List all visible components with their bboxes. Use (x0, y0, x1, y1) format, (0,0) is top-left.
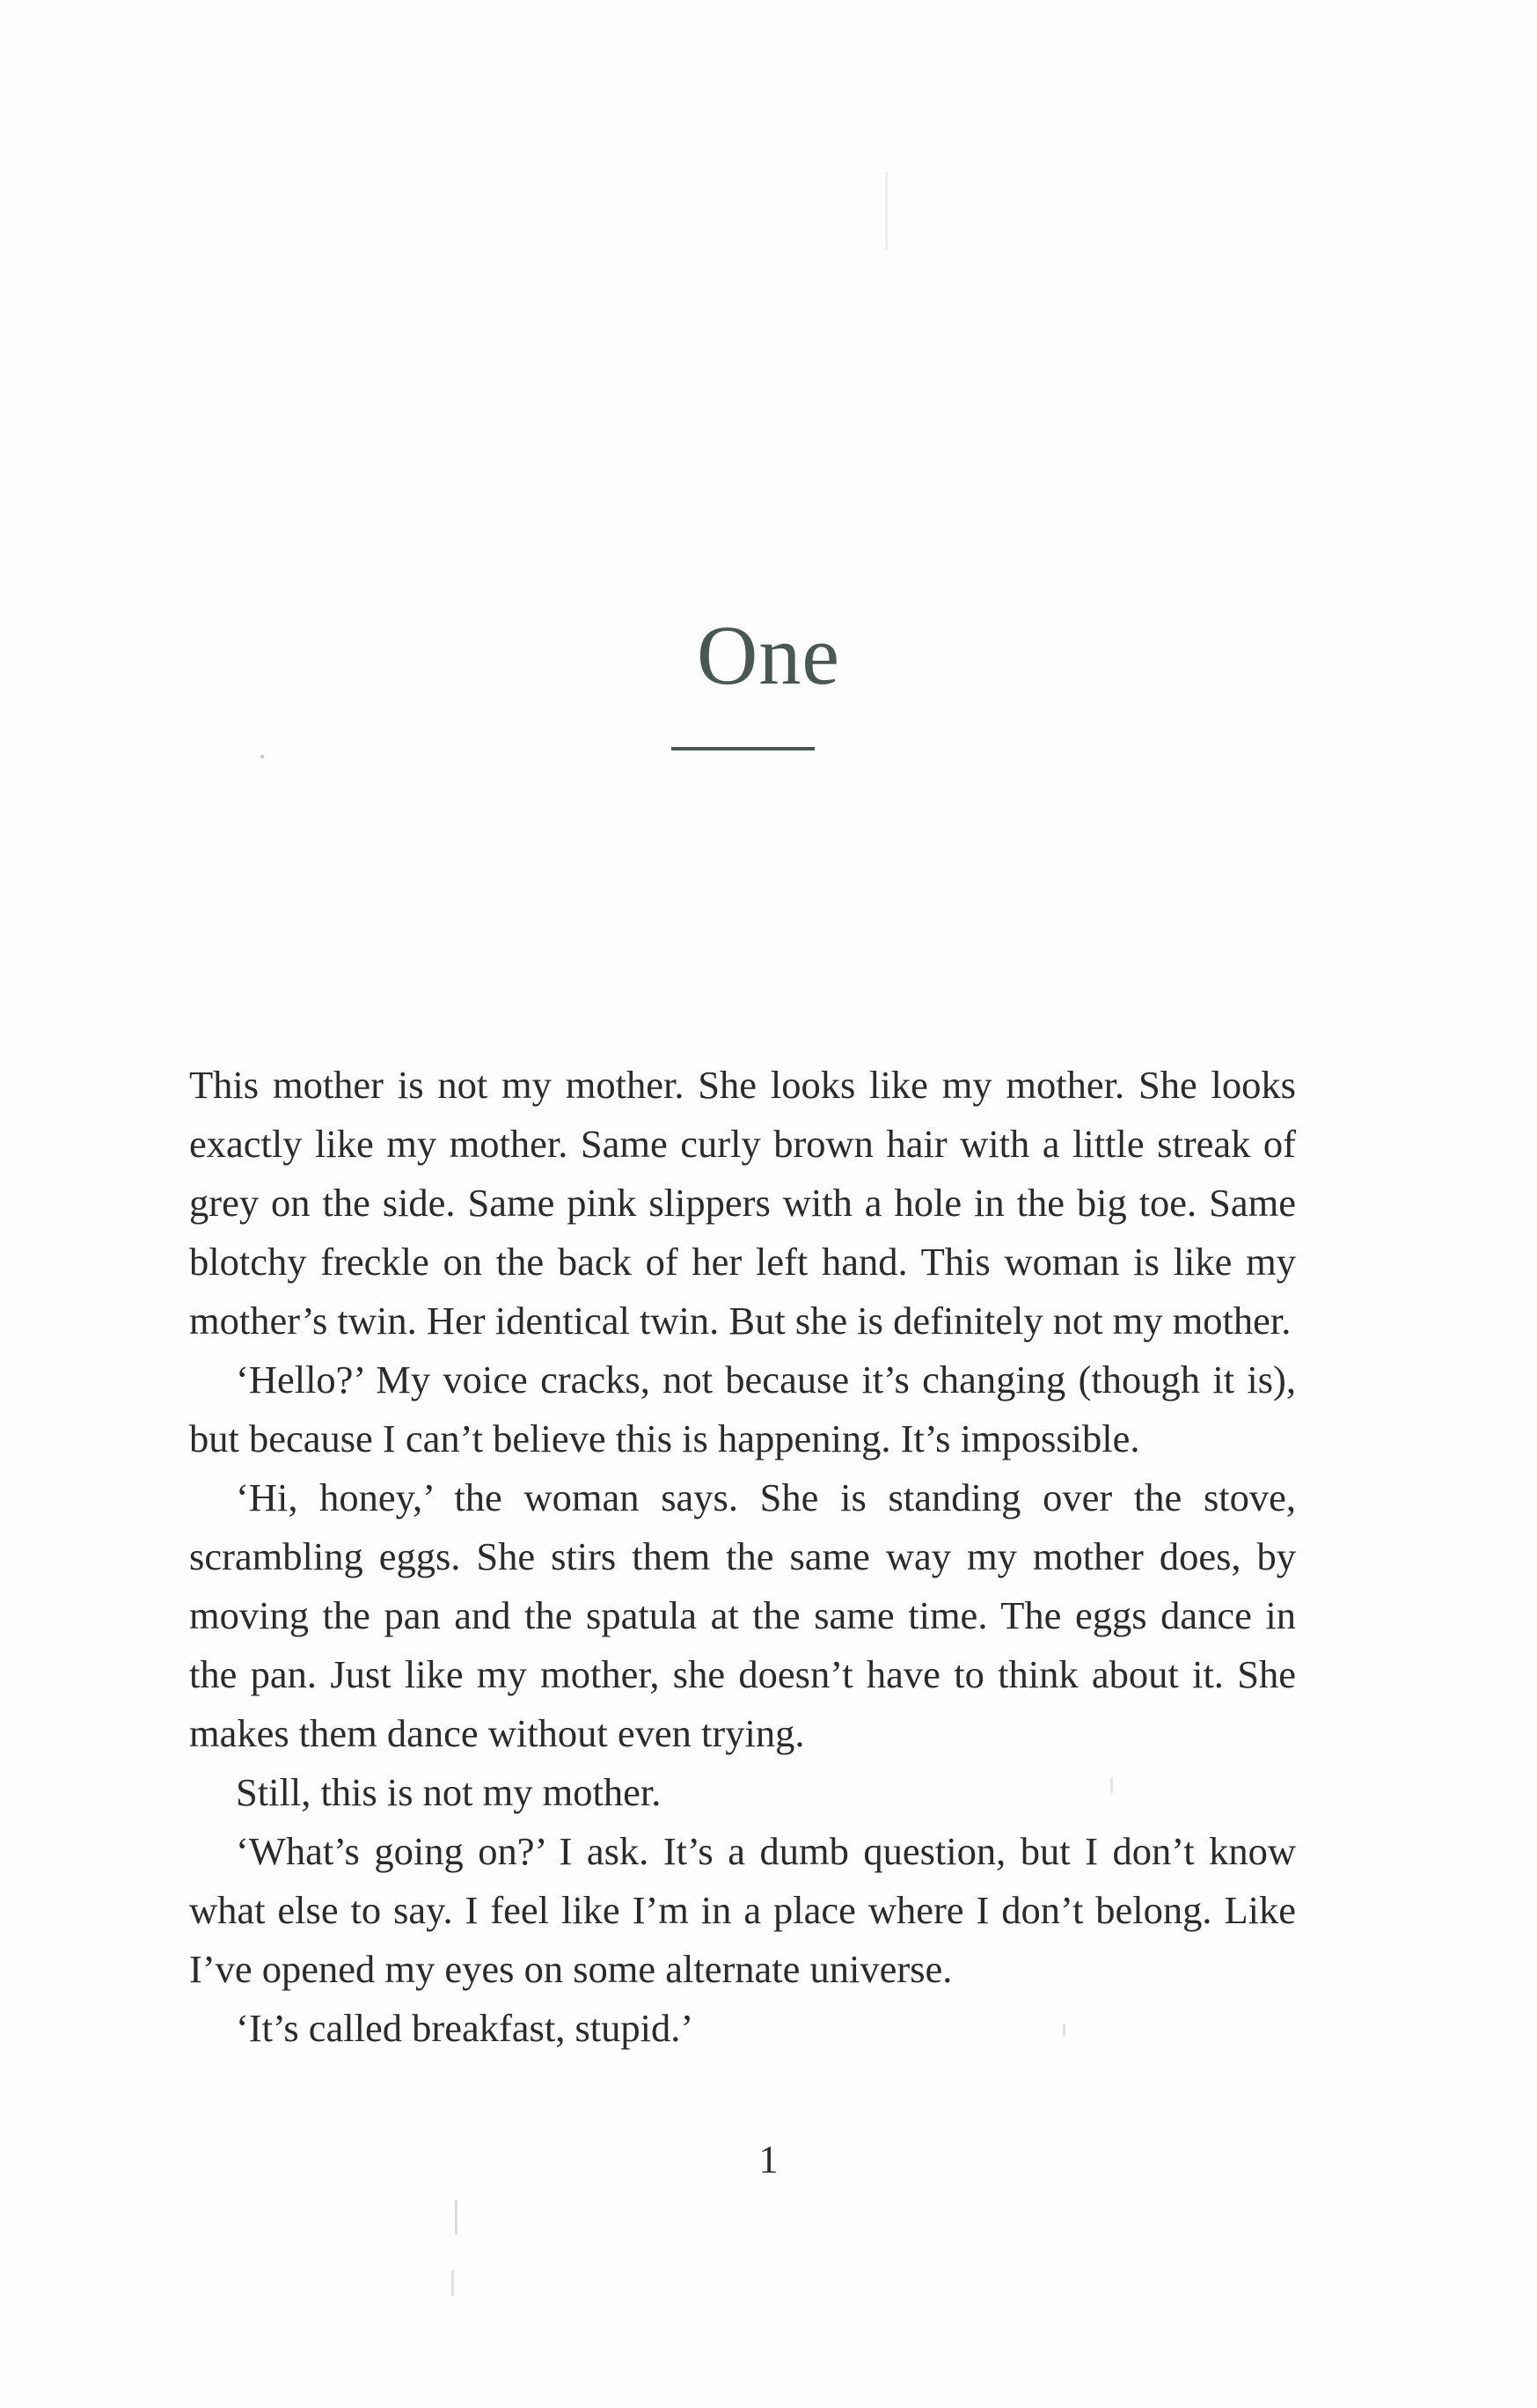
chapter-body (189, 1056, 1296, 2058)
scan-speck (1063, 2024, 1065, 2036)
scan-speck (260, 755, 264, 758)
page-number: 1 (758, 2138, 779, 2181)
paragraph: This mother is not my mother. She looks like my mother. She looks exactly like my mother. Same curly brown hair with a little streak of grey on the side. Same pink slippers with a hole in the big toe. Same blotchy freckle on the back of her left hand. This woman is like my mother’s twin. Her identical twin. But she is definitely not my mother. (189, 1063, 1296, 1343)
scan-speck (451, 2270, 454, 2296)
paragraph: ‘Hi, honey,’ the woman says. She is standing over the stove, scrambling eggs. She stirs them the same way my mother does, by moving the pan and the spatula at the same time. The eggs dance in the pan. Just like my mother, she doesn’t have to think about it. She makes them dance without even trying. (189, 1475, 1296, 1755)
paragraph: ‘It’s called breakfast, stupid.’ (236, 2006, 694, 2050)
scan-speck (1110, 1777, 1113, 1793)
scan-speck (455, 2199, 457, 2235)
chapter-title: One (697, 608, 840, 702)
paragraph: ‘Hello?’ My voice cracks, not because it’s changing (though it is), but because I can’t believe this is happening. It’s impossible. (189, 1358, 1296, 1460)
scan-speck (885, 172, 888, 251)
paragraph: Still, this is not my mother. (236, 1770, 662, 1814)
paragraph: ‘What’s going on?’ I ask. It’s a dumb question, but I don’t know what else to say. I feel like I’m in a place where I don’t belong. Like I’ve opened my eyes on some alternate universe. (189, 1829, 1296, 1991)
title-divider (671, 747, 815, 750)
